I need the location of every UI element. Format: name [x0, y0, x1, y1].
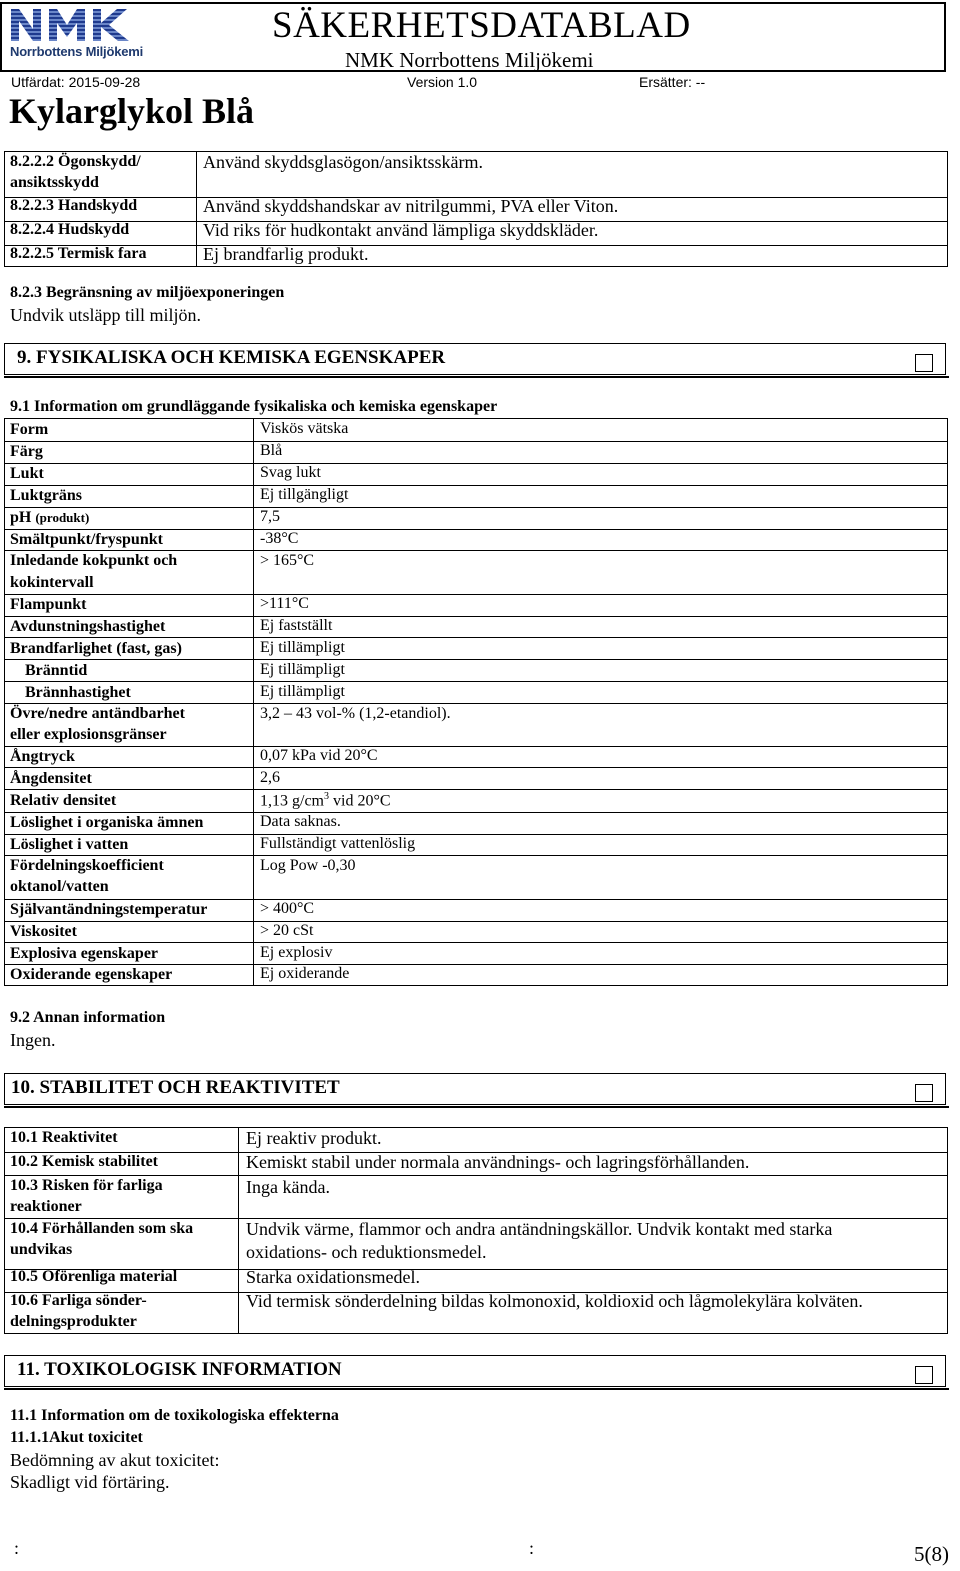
property-value: > 165°C	[260, 552, 315, 569]
sec8-row-value: Använd skyddshandskar av nitrilgummi, PVA eller Viton.	[203, 196, 619, 216]
reactivity-label: undvikas	[10, 1241, 73, 1258]
reactivity-label: reaktioner	[10, 1198, 82, 1215]
footer-mid: :	[529, 1538, 535, 1558]
property-value: >111°C	[260, 595, 309, 612]
property-label: Form	[10, 421, 49, 438]
property-value: Ej tillämpligt	[260, 661, 345, 678]
property-value: Blå	[260, 442, 283, 459]
sec10-title: 10. STABILITET OCH REAKTIVITET	[11, 1077, 340, 1098]
sec8-row-label: 8.2.2.3 Handskydd	[10, 197, 138, 214]
reactivity-value: Ej reaktiv produkt.	[246, 1128, 382, 1148]
property-value: 7,5	[260, 508, 280, 525]
sec11-text: Bedömning av akut toxicitet:	[10, 1450, 220, 1470]
document-title: SÄKERHETSDATABLAD	[272, 5, 691, 46]
logo-caption: Norrbottens Miljökemi	[10, 44, 144, 59]
sec8-row-label: 8.2.2.5 Termisk fara	[10, 245, 147, 262]
sec9-subheading: 9.1 Information om grundläggande fysikaliska och kemiska egenskaper	[10, 398, 498, 415]
other-info-text: Ingen.	[10, 1030, 56, 1050]
reactivity-label: 10.4 Förhållanden som ska	[10, 1220, 194, 1237]
sec10-title-bar	[4, 1073, 946, 1105]
property-value: Viskös vätska	[260, 420, 349, 437]
density-after: vid 20°C	[329, 792, 391, 810]
property-value: 0,07 kPa vid 20°C	[260, 747, 378, 764]
property-label: Relativ densitet	[10, 792, 117, 809]
property-label: Lukt	[10, 465, 44, 482]
reactivity-value: Vid termisk sönderdelning bildas kolmonoxid, koldioxid och lågmolekylära kolväten.	[246, 1291, 863, 1311]
property-label-main: pH	[10, 509, 32, 526]
checkbox-icon	[915, 1084, 933, 1102]
property-label: Självantändningstemperatur	[10, 901, 208, 918]
sec8-row-value: Vid riks för hudkontakt använd lämpliga skyddskläder.	[203, 220, 599, 240]
property-label: Avdunstningshastighet	[10, 618, 166, 635]
property-value: Ej tillämpligt	[260, 639, 345, 656]
reactivity-value: Inga kända.	[246, 1177, 330, 1197]
density-value: 1,13 g/cm	[260, 792, 324, 810]
env-heading: 8.2.3 Begränsning av miljöexponeringen	[10, 284, 285, 301]
reactivity-value: oxidations- och reduktionsmedel.	[246, 1242, 487, 1262]
property-value: Ej fastställt	[260, 617, 333, 634]
env-text: Undvik utsläpp till miljön.	[10, 305, 202, 325]
reactivity-label: 10.1 Reaktivitet	[10, 1129, 118, 1146]
property-label-small: (produkt)	[35, 510, 90, 525]
property-label: Färg	[10, 443, 43, 460]
version: Version 1.0	[407, 74, 478, 90]
property-label: eller explosionsgränser	[10, 726, 167, 743]
property-value: > 400°C	[260, 900, 315, 917]
property-label: Oxiderande egenskaper	[10, 966, 173, 983]
property-label: Fördelningskoefficient	[10, 857, 164, 874]
reactivity-label: 10.2 Kemisk stabilitet	[10, 1153, 158, 1170]
other-info-heading: 9.2 Annan information	[10, 1009, 166, 1026]
sec8-row-label: 8.2.2.4 Hudskydd	[10, 221, 130, 238]
checkbox-icon	[915, 354, 933, 372]
property-value: Ej tillämpligt	[260, 683, 345, 700]
sec9-title-bar	[4, 343, 946, 375]
sec8-row-label: 8.2.2.2 Ögonskydd/	[10, 153, 141, 170]
property-label: Explosiva egenskaper	[10, 945, 159, 962]
sec11-heading: 11.1 Information om de toxikologiska effekterna	[10, 1407, 339, 1424]
sec11-title: 11. TOXIKOLOGISK INFORMATION	[17, 1359, 342, 1380]
property-label: Viskositet	[10, 923, 77, 940]
issued-date: Utfärdat: 2015-09-28	[11, 74, 141, 90]
footer-left: :	[14, 1538, 20, 1558]
property-label: oktanol/vatten	[10, 878, 109, 895]
property-label: Löslighet i organiska ämnen	[10, 814, 204, 831]
property-value: Svag lukt	[260, 464, 321, 481]
property-label: Ångdensitet	[10, 770, 92, 787]
property-value: > 20 cSt	[260, 922, 314, 939]
property-label: Luktgräns	[10, 487, 83, 504]
property-label: Inledande kokpunkt och	[10, 552, 178, 569]
property-value: Ej explosiv	[260, 944, 333, 961]
property-label: kokintervall	[10, 574, 94, 591]
property-value: 3,2 – 43 vol-% (1,2-etandiol).	[260, 705, 451, 722]
property-value: -38°C	[260, 530, 299, 547]
sec8-row-value: Använd skyddsglasögon/ansiktsskärm.	[203, 152, 483, 172]
density-sup: 3	[324, 791, 329, 802]
property-value: Ej oxiderande	[260, 965, 350, 982]
property-value: 2,6	[260, 769, 280, 786]
property-label: Brandfarlighet (fast, gas)	[10, 640, 182, 657]
property-label: Flampunkt	[10, 596, 87, 613]
reactivity-value: Kemiskt stabil under normala användnings- och lagringsförhållanden.	[246, 1152, 750, 1172]
sec11-subheading: 11.1.1Akut toxicitet	[10, 1429, 143, 1446]
property-value: Fullständigt vattenlöslig	[260, 835, 416, 852]
sec8-row-value: Ej brandfarlig produkt.	[203, 244, 369, 264]
property-label: Övre/nedre antändbarhet	[10, 705, 185, 722]
property-label: Brännhastighet	[25, 684, 131, 701]
sec8-row-label: ansiktsskydd	[10, 174, 99, 191]
property-value: Log Pow -0,30	[260, 857, 356, 874]
reactivity-value: Starka oxidationsmedel.	[246, 1267, 420, 1287]
property-value	[260, 791, 391, 810]
property-label: Löslighet i vatten	[10, 836, 129, 853]
reactivity-label: 10.3 Risken för farliga	[10, 1177, 163, 1194]
checkbox-icon	[915, 1366, 933, 1384]
property-value: Ej tillgängligt	[260, 486, 349, 503]
property-value: Data saknas.	[260, 813, 341, 830]
property-label: Ångtryck	[10, 748, 75, 765]
reactivity-label: delningsprodukter	[10, 1313, 137, 1330]
reactivity-label: 10.5 Oförenliga material	[10, 1268, 178, 1285]
product-name: Kylarglykol Blå	[9, 91, 255, 131]
sec11-title-bar	[4, 1355, 946, 1387]
sec9-title: 9. FYSIKALISKA OCH KEMISKA EGENSKAPER	[17, 347, 446, 368]
page-number: 5(8)	[914, 1542, 949, 1566]
property-label: Bränntid	[25, 662, 88, 679]
property-label	[10, 509, 89, 527]
reactivity-value: Undvik värme, flammor och andra antändningskällor. Undvik kontakt med starka	[246, 1219, 833, 1239]
document-company: NMK Norrbottens Miljökemi	[345, 48, 594, 72]
replaces: Ersätter: --	[639, 74, 706, 90]
sec11-text: Skadligt vid förtäring.	[10, 1472, 170, 1492]
reactivity-label: 10.6 Farliga sönder-	[10, 1292, 147, 1309]
property-label: Smältpunkt/fryspunkt	[10, 531, 163, 548]
